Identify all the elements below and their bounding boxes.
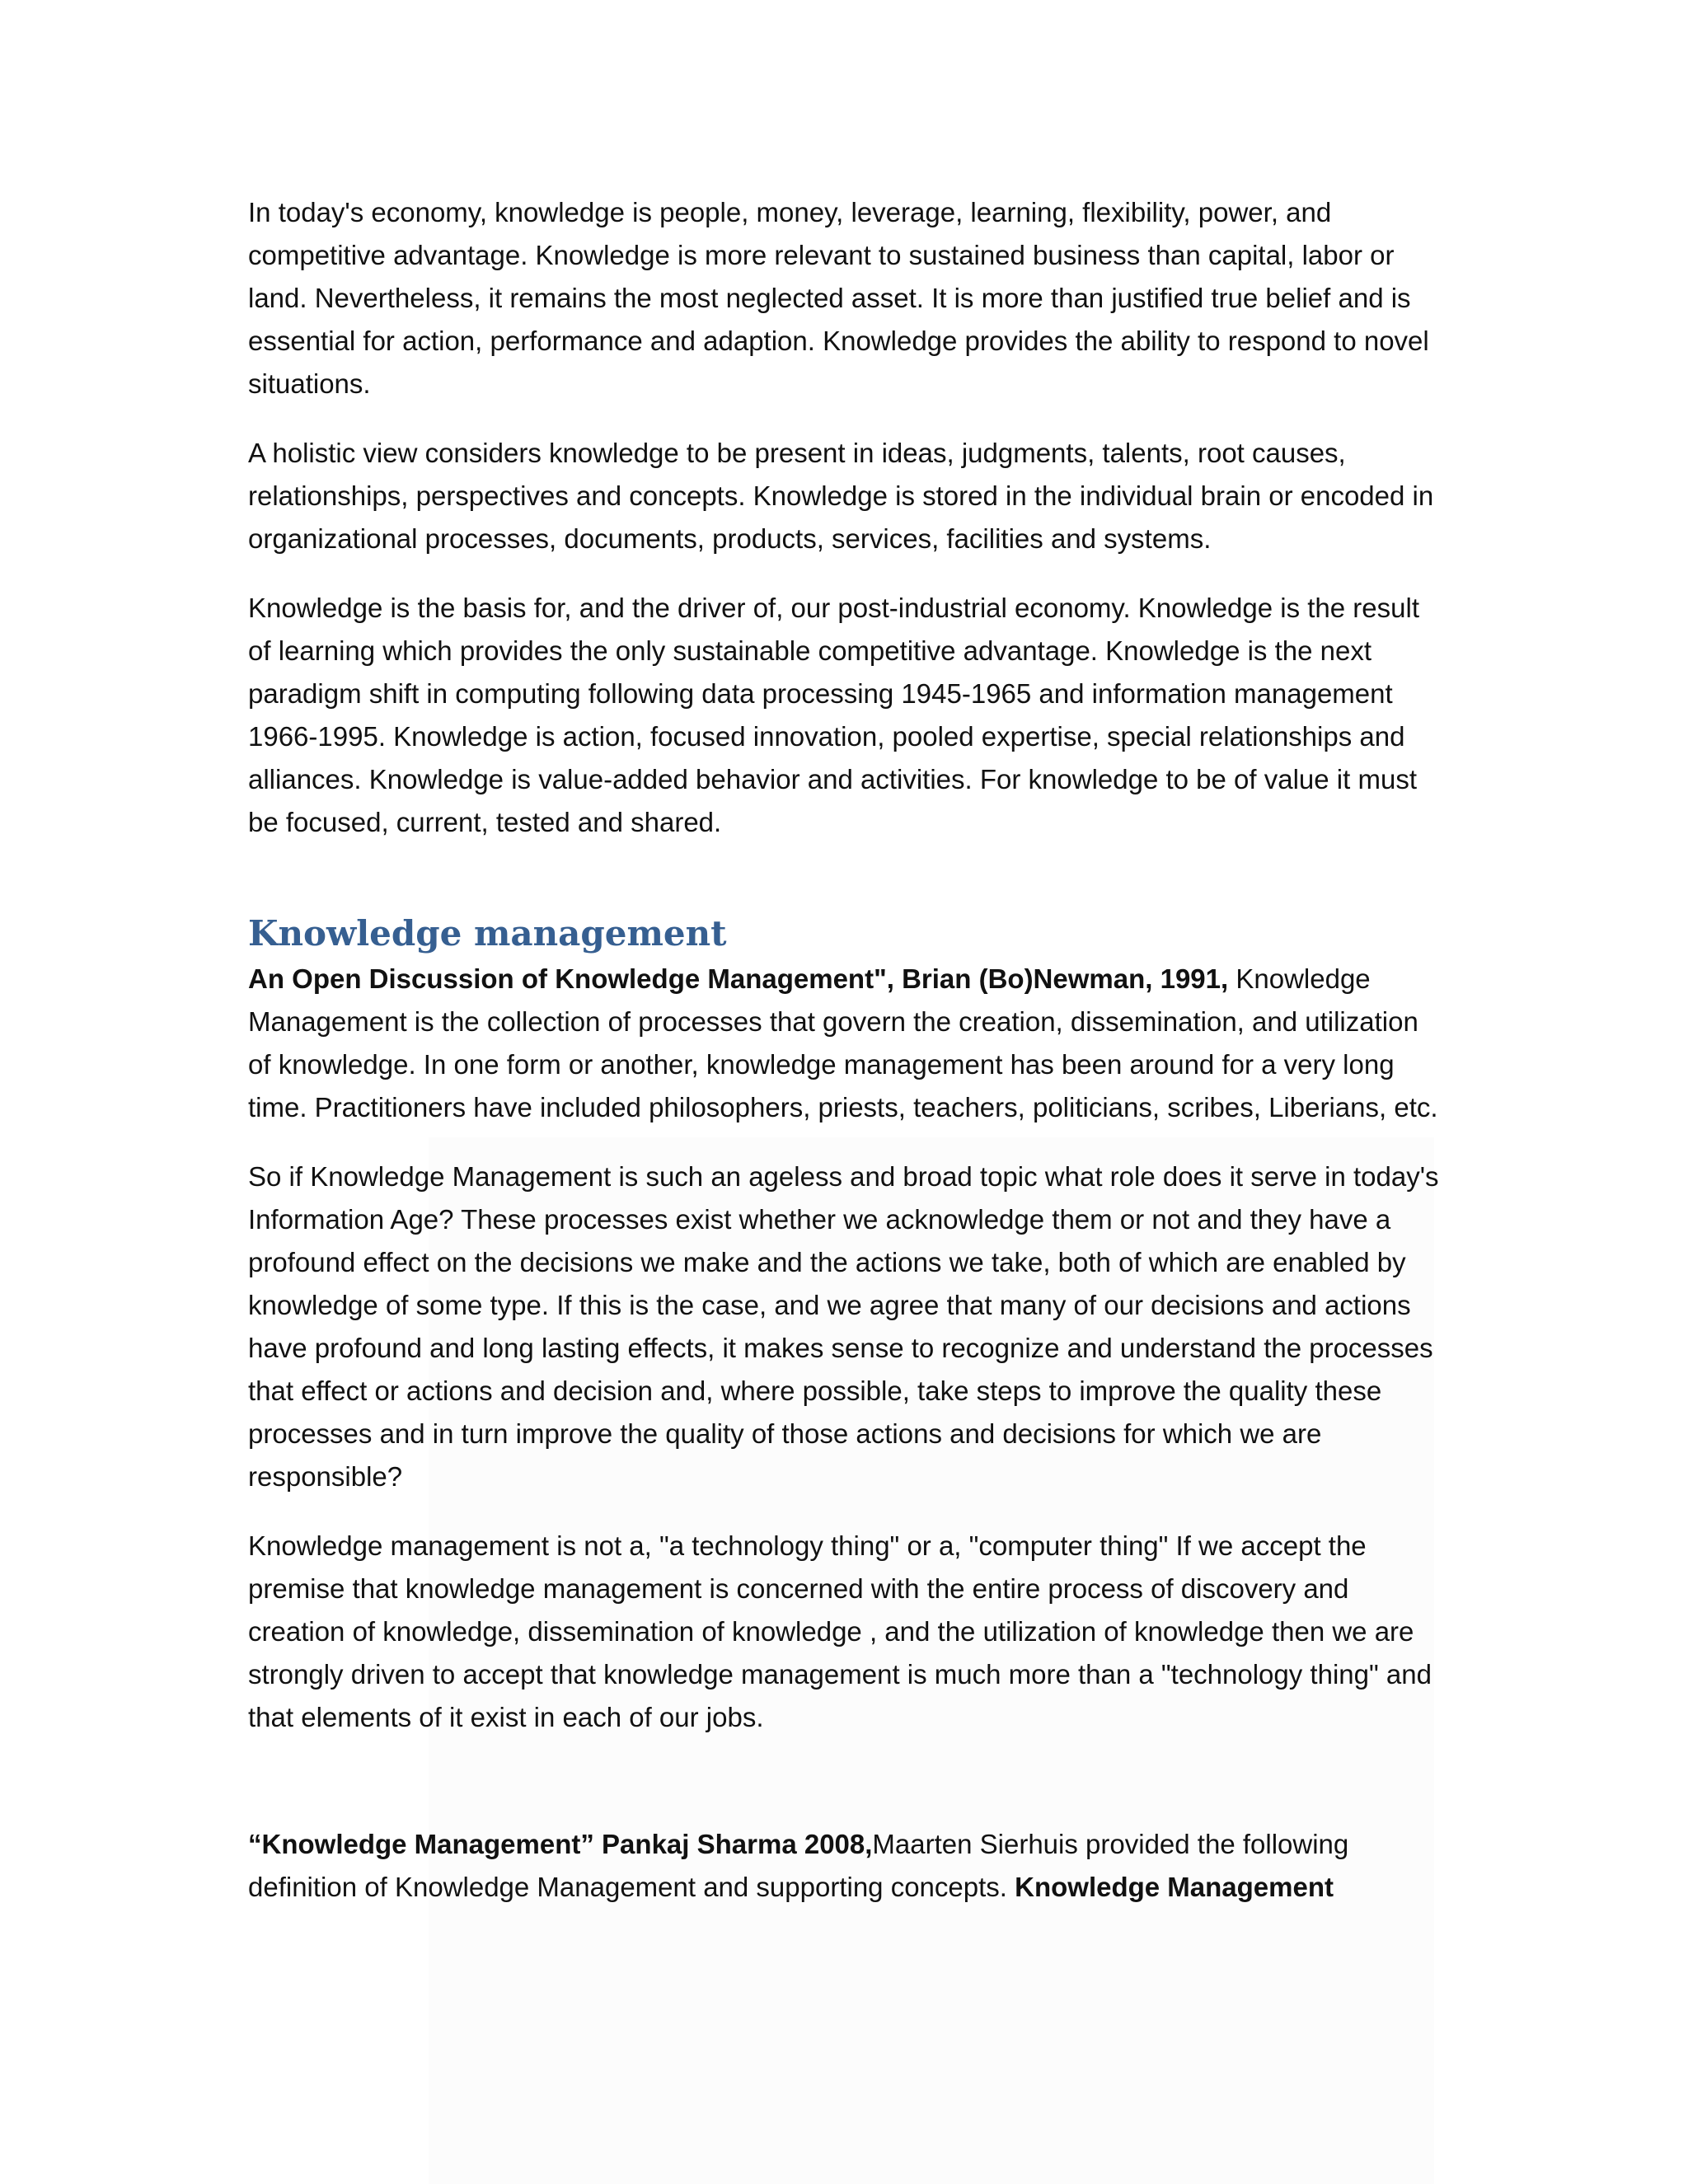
paragraph-holistic-view: A holistic view considers knowledge to be present in ideas, judgments, talents, root causes, relationships, perspectives and concepts. Knowledge is stored in the individual brain or encoded in organizational processes, documents, products, services, facilities and systems.	[248, 438, 1434, 554]
citation-sharma-text: Maarten Sierhuis provided the following definition of Knowledge Management and supporting concepts.	[248, 1829, 1349, 1902]
paragraph-newman-citation	[248, 958, 1443, 1129]
paragraph-sharma-citation	[248, 1823, 1443, 1909]
citation-newman-source: An Open Discussion of Knowledge Management", Brian (Bo)Newman, 1991,	[248, 963, 1229, 994]
citation-sharma-source: “Knowledge Management” Pankaj Sharma 2008,	[248, 1829, 873, 1859]
paragraph-knowledge-economy: In today's economy, knowledge is people, money, leverage, learning, flexibility, power, and competitive advantage. Knowledge is more relevant to sustained business than capital, labor or land. Nevertheless, it remains the most neglected asset. It is more than justified true belief and is essential for action, performance and adaption. Knowledge provides the ability to respond to novel situations.	[248, 197, 1429, 399]
paragraph-information-age: So if Knowledge Management is such an ageless and broad topic what role does it serve in today's Information Age? These processes exist whether we acknowledge them or not and they have a profound effect on the decisions we make and the actions we take, both of which are enabled by knowledge of some type. If this is the case, and we agree that many of our decisions and actions have profound and long lasting effects, it makes sense to recognize and understand the processes that effect or actions and decision and, where possible, take steps to improve the quality these processes and in turn improve the quality of those actions and decisions for which we are responsible?	[248, 1161, 1439, 1492]
section-heading: Knowledge management	[248, 913, 727, 954]
paragraph-technology-thing: Knowledge management is not a, "a technology thing" or a, "computer thing" If we accept the premise that knowledge management is concerned with the entire process of discovery and creation of knowledge, dissemination of knowledge , and the utilization of knowledge then we are strongly driven to accept that knowledge management is much more than a "technology thing" and that elements of it exist in each of our jobs.	[248, 1530, 1432, 1732]
document-body	[248, 191, 1443, 1909]
paragraph-knowledge-basis: Knowledge is the basis for, and the driver of, our post-industrial economy. Knowledge is the result of learning which provides the only sustainable competitive advantage. Knowledge is the next paradigm shift in computing following data processing 1945-1965 and information management 1966-1995. Knowledge is action, focused innovation, pooled expertise, special relationships and alliances. Knowledge is value-added behavior and activities. For knowledge to be of value it must be focused, current, tested and shared.	[248, 593, 1419, 837]
citation-sharma-trailing-bold: Knowledge Management	[1015, 1872, 1334, 1902]
citation-newman-text: Knowledge Management is the collection of processes that govern the creation, dissemination, and utilization of knowledge. In one form or another, knowledge management has been around for a very long time. Practitioners have included philosophers, priests, teachers, politicians, scribes, Liberians, etc.	[248, 963, 1438, 1122]
